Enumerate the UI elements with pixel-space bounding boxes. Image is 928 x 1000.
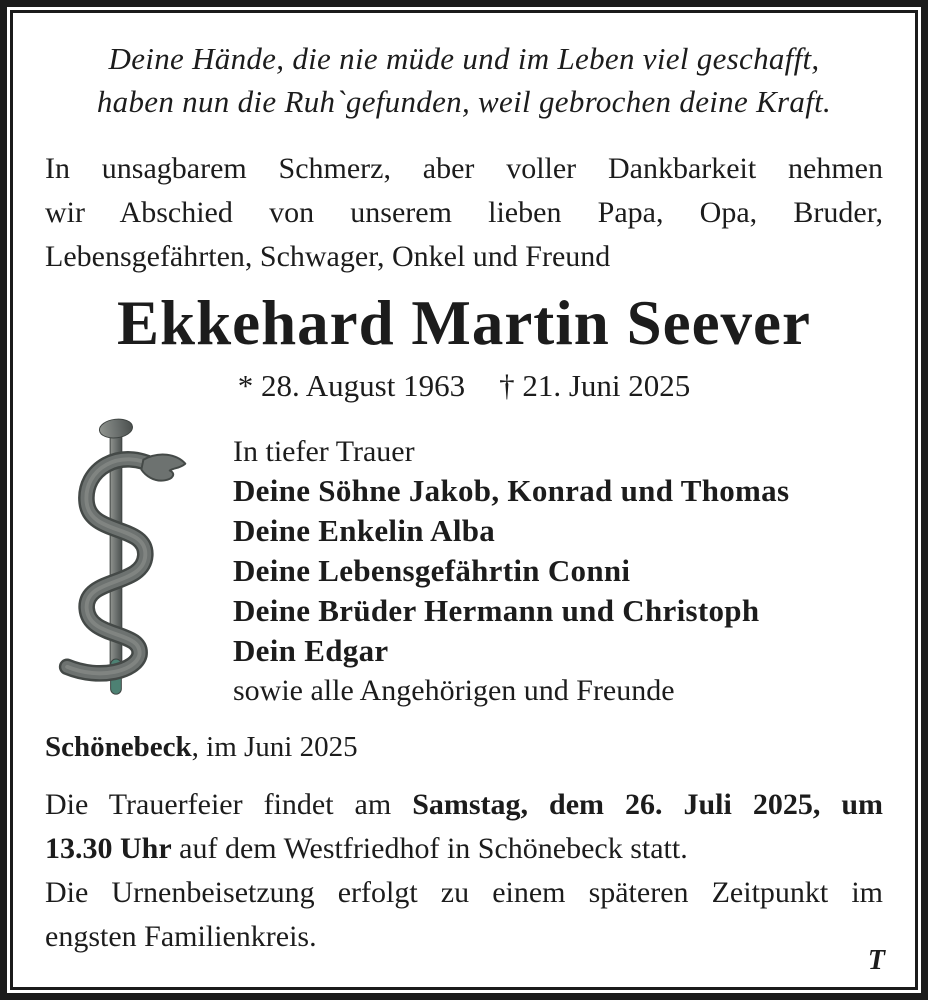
funeral-line	[45, 827, 883, 871]
urn-line: engsten Familienkreis.	[45, 920, 317, 953]
place-date: , im Juni 2025	[191, 731, 358, 763]
mourner-line: Deine Söhne Jakob, Konrad und Thomas	[233, 473, 790, 508]
farewell-line: wir Abschied von unserem lieben Papa, Opa, Bruder,	[45, 196, 883, 229]
funeral-date-bold: Samstag, dem 26. Juli 2025, um	[412, 788, 883, 821]
farewell-line: Lebensgefährten, Schwager, Onkel und Freund	[45, 240, 611, 273]
farewell-line: In unsagbarem Schmerz, aber voller Dankbarkeit nehmen	[45, 152, 883, 185]
mourners-list	[233, 409, 789, 711]
life-dates	[45, 367, 883, 405]
mourner-line: Deine Enkelin Alba	[233, 513, 496, 548]
funeral-time-bold: 13.30 Uhr	[45, 832, 172, 865]
mourner-line: Dein Edgar	[233, 633, 389, 668]
farewell-paragraph	[45, 147, 883, 279]
birth-date: * 28. August 1963	[237, 368, 466, 403]
funeral-line	[45, 783, 883, 827]
mourning-closing: sowie alle Angehörigen und Freunde	[233, 674, 675, 707]
mourning-lead: In tiefer Trauer	[233, 435, 415, 468]
obituary-inner-frame	[10, 10, 918, 990]
funeral-text: Die Trauerfeier findet am	[45, 788, 413, 821]
urn-line: Die Urnenbeisetzung erfolgt zu einem späteren Zeitpunkt im	[45, 876, 883, 909]
verse-line: Deine Hände, die nie müde und im Leben viel geschafft,	[108, 41, 820, 76]
funeral-info	[45, 783, 883, 871]
deceased-name: Ekkehard Martin Seever	[117, 288, 811, 358]
urn-info	[45, 871, 883, 959]
verse-line: haben nun die Ruh`gefunden, weil gebrochen deine Kraft.	[96, 84, 832, 119]
funeral-text: auf dem Westfriedhof in Schönebeck statt.	[171, 832, 688, 865]
memorial-verse	[45, 37, 883, 123]
place-date-line	[45, 729, 883, 765]
mourning-section	[45, 409, 883, 711]
place-city: Schönebeck	[45, 731, 192, 763]
publisher-mark: T	[867, 945, 885, 976]
death-date: † 21. Juni 2025	[499, 368, 691, 403]
rod-of-asclepius-icon	[41, 409, 189, 702]
mourner-line: Deine Lebensgefährtin Conni	[233, 553, 631, 588]
mourner-line: Deine Brüder Hermann und Christoph	[233, 593, 760, 628]
